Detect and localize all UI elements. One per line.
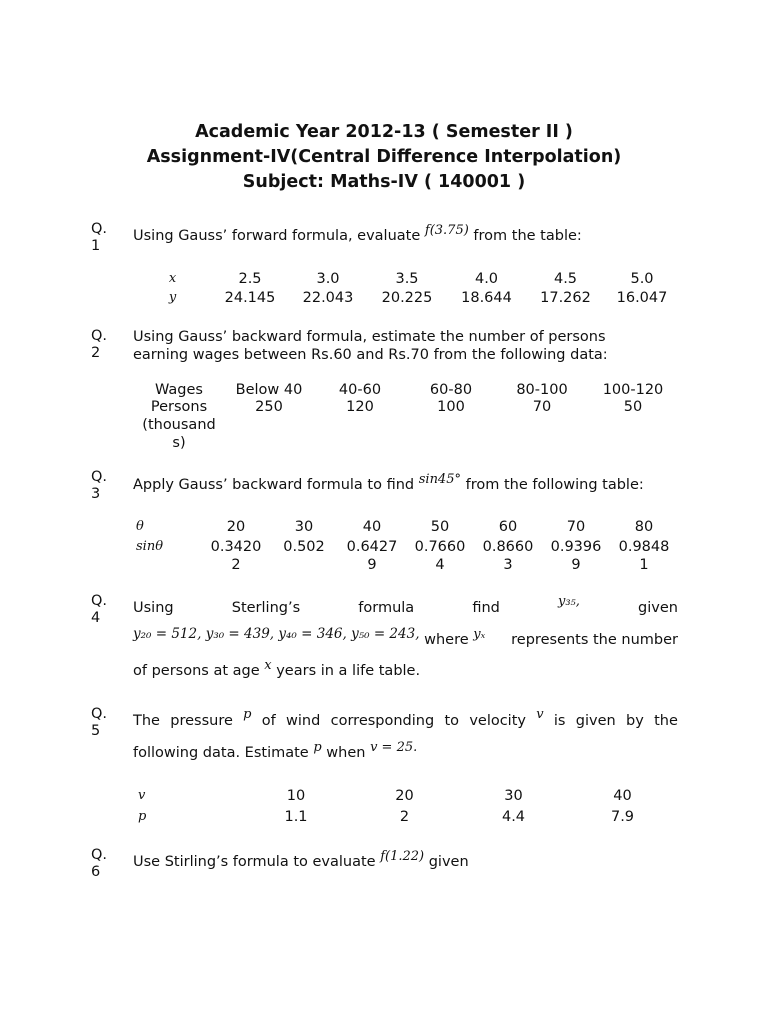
- table-cell: 3: [503, 557, 513, 573]
- table-cell: 1: [639, 557, 649, 573]
- question-5-line-1: The pressure p of wind corresponding to velocity v is given by the: [133, 707, 678, 729]
- table-cell: 9: [571, 557, 581, 573]
- question-number-4: Q. 4: [91, 593, 108, 626]
- question-5-line-2: following data. Estimate p when v = 25.: [133, 740, 418, 761]
- table-cell: 100: [437, 399, 465, 415]
- question-number-6: Q. 6: [91, 847, 108, 880]
- q3-table-row-sin-continued: [136, 556, 678, 574]
- table-cell: 0.9848: [618, 539, 670, 555]
- q6-math-f: f(1.22): [380, 849, 425, 864]
- assignment-title: Assignment-IV(Central Difference Interpolation): [146, 147, 622, 167]
- table-cell: 50: [430, 519, 450, 535]
- table-cell: 70: [566, 519, 586, 535]
- table-cell: 2: [399, 809, 410, 825]
- q3-table-row-sin: sinθ 0.3420 0.502 0.6427 0.7660 0.8660 0.9396 0.9848: [136, 538, 678, 556]
- question-1-text: Using Gauss’ forward formula, evaluate f(3.75) from the table:: [133, 223, 582, 244]
- table-cell: 80-100: [516, 382, 568, 398]
- table-cell: 4.4: [501, 809, 526, 825]
- table-cell: 40: [362, 519, 382, 535]
- table-cell: 2.5: [238, 271, 262, 287]
- q3-table-row-theta: θ 20 30 40 50 60 70 80: [136, 518, 678, 536]
- question-number-5: Q. 5: [91, 706, 108, 739]
- table-cell: 7.9: [610, 809, 635, 825]
- q3-math-sin: sin45°: [418, 472, 461, 487]
- table-cell: 250: [255, 399, 283, 415]
- table-cell: 1.1: [284, 809, 308, 825]
- table-cell: 20: [226, 519, 246, 535]
- question-4-line-2: y₂₀ = 512, y₃₀ = 439, y₄₀ = 346, y₅₀ = 243, where yₓ represents the number: [133, 626, 678, 648]
- table-cell: 5.0: [630, 271, 654, 287]
- table-cell: 0.6427: [346, 539, 398, 555]
- table-cell: 70: [532, 399, 552, 415]
- table-cell: 60-80: [429, 382, 473, 398]
- table-cell: 0.502: [283, 539, 325, 555]
- question-6-text: Use Stirling’s formula to evaluate f(1.22) given: [133, 849, 469, 870]
- table-cell: 17.262: [540, 290, 591, 306]
- table-cell: 30: [504, 788, 523, 804]
- q5-math-v25: v = 25.: [370, 740, 418, 755]
- table-cell: 9: [367, 557, 377, 573]
- table-cell: 4.5: [553, 271, 578, 287]
- table-cell: 60: [498, 519, 518, 535]
- table-cell: 4.0: [474, 271, 499, 287]
- table-cell: Below 40: [235, 382, 303, 398]
- q4-math-y35: y₃₅,: [558, 594, 580, 609]
- table-cell: 100-120: [602, 382, 664, 398]
- table-cell: 22.043: [302, 290, 354, 306]
- table-cell: 20.225: [381, 290, 433, 306]
- q1-math-f: f(3.75): [424, 223, 469, 238]
- table-cell: 3.5: [395, 271, 419, 287]
- table-cell: 3.0: [316, 271, 340, 287]
- table-cell: 50: [623, 399, 643, 415]
- table-cell: 16.047: [616, 290, 668, 306]
- q5-table-row-v: v 10 20 30 40: [138, 787, 677, 805]
- q4-math-values: y₂₀ = 512, y₃₀ = 439, y₄₀ = 346, y₅₀ = 243,: [133, 626, 420, 642]
- q1-table-row-y: y 24.145 22.043 20.225 18.644 17.262 16.047: [160, 289, 679, 307]
- question-number-1: Q. 1: [91, 221, 108, 254]
- question-number-2: Q. 2: [91, 328, 108, 361]
- q2-table-row-wages: Wages Below 40 40-60 60-80 80-100 100-120: [140, 381, 684, 399]
- table-cell: 40-60: [338, 382, 382, 398]
- subject-title: Subject: Maths-IV ( 140001 ): [242, 172, 526, 192]
- question-3-text: Apply Gauss’ backward formula to find sin45° from the following table:: [133, 472, 644, 493]
- q1-table-row-x: x 2.5 3.0 3.5 4.0 4.5 5.0: [160, 270, 679, 288]
- table-cell: 120: [346, 399, 374, 415]
- table-cell: 2: [231, 557, 241, 573]
- question-4-line-3: of persons at age x years in a life table.: [133, 658, 421, 679]
- table-cell: 30: [294, 519, 314, 535]
- q4-math-x: x: [264, 658, 272, 673]
- question-number-3: Q. 3: [91, 469, 108, 502]
- table-cell: 0.8660: [482, 539, 534, 555]
- table-cell: 4: [435, 557, 445, 573]
- q2-table-row-persons: Persons (thousand s) 250 120 100 70 50: [140, 398, 684, 452]
- table-cell: [270, 556, 338, 574]
- table-cell: 10: [286, 788, 306, 804]
- table-cell: 24.145: [224, 290, 276, 306]
- document-header: [0, 120, 768, 195]
- table-cell: 0.9396: [550, 539, 602, 555]
- question-4-line-1: Using Sterling’s formula find y₃₅, given: [133, 594, 678, 616]
- table-cell: 20: [395, 788, 414, 804]
- table-cell: 80: [634, 519, 654, 535]
- academic-year-title: Academic Year 2012-13 ( Semester II ): [195, 122, 573, 142]
- q4-math-yx: yₓ: [473, 627, 486, 642]
- table-cell: 40: [613, 788, 632, 804]
- q5-table-row-p: p 1.1 2 4.4 7.9: [138, 808, 677, 826]
- table-cell: 0.7660: [414, 539, 466, 555]
- question-2-text: Using Gauss’ backward formula, estimate the number of persons earning wages between Rs.60 and Rs.70 from the following data:: [133, 329, 608, 363]
- table-cell: 0.3420: [210, 539, 262, 555]
- table-cell: 18.644: [461, 290, 512, 306]
